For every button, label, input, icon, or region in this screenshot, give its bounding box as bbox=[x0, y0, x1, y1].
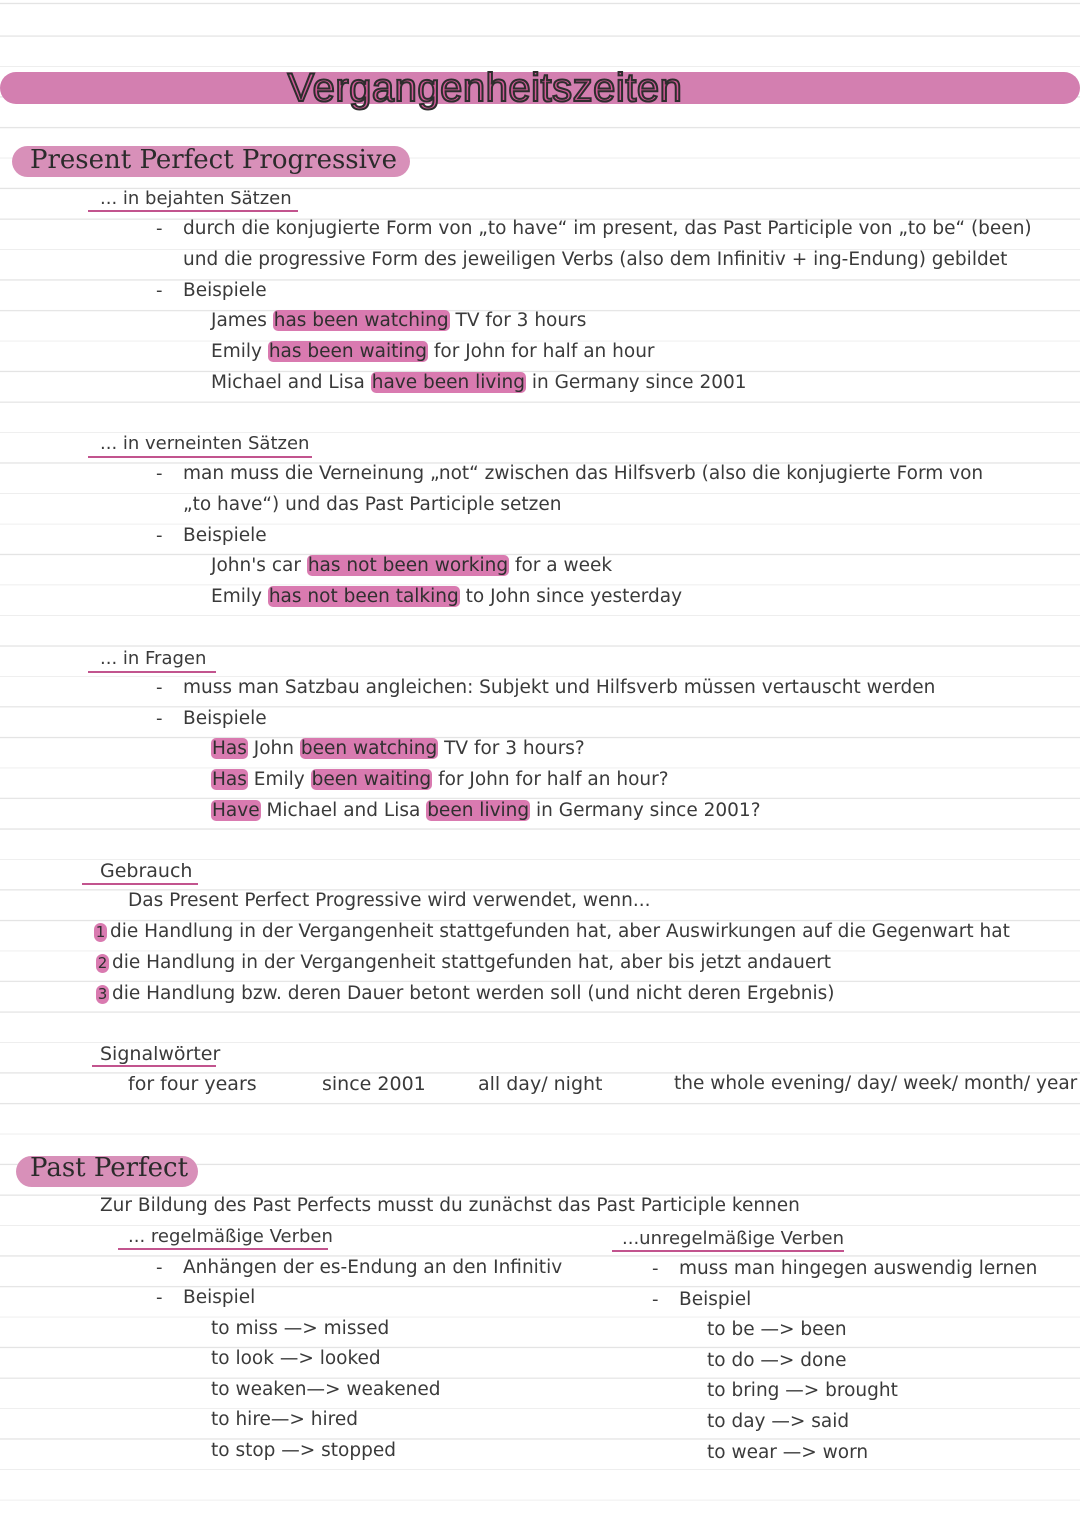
bullet-dash: - bbox=[156, 218, 163, 239]
regular-example: to weaken—> weakened bbox=[211, 1379, 441, 1400]
example-text: John bbox=[247, 738, 300, 759]
bullet-dash: - bbox=[156, 280, 163, 301]
regular-example: to look —> looked bbox=[211, 1348, 381, 1369]
example-highlight: has been waiting bbox=[268, 341, 427, 362]
example-text: for John for half an hour? bbox=[432, 769, 669, 790]
usage-number-badge: 3 bbox=[97, 985, 108, 1003]
example-line bbox=[211, 555, 612, 576]
example-text: in Germany since 2001 bbox=[525, 372, 747, 393]
affirmative-examples-label: Beispiele bbox=[183, 280, 267, 301]
example-text: for John for half an hour bbox=[428, 341, 655, 362]
example-text: Emily bbox=[247, 769, 311, 790]
regular-underline bbox=[118, 1248, 328, 1250]
bullet-dash: - bbox=[156, 1287, 163, 1308]
example-text: Emily bbox=[211, 586, 268, 607]
example-highlight: been watching bbox=[300, 738, 438, 759]
section-heading-ppp: Present Perfect Progressive bbox=[30, 145, 398, 175]
signal-word: all day/ night bbox=[478, 1073, 603, 1095]
regular-examples-label: Beispiel bbox=[183, 1287, 256, 1308]
bullet-dash: - bbox=[156, 463, 163, 484]
example-text: Emily bbox=[211, 341, 268, 362]
example-text: for a week bbox=[509, 555, 613, 576]
example-text: John's car bbox=[211, 555, 307, 576]
usage-number-badge: 1 bbox=[95, 923, 106, 941]
regular-example: to stop —> stopped bbox=[211, 1440, 396, 1461]
negative-desc-1: man muss die Verneinung „not“ zwischen das Hilfsverb (also die konjugierte Form von bbox=[183, 463, 984, 484]
usage-item bbox=[96, 983, 834, 1004]
example-text: in Germany since 2001? bbox=[530, 800, 761, 821]
usage-text: die Handlung in der Vergangenheit stattgefunden hat, aber bis jetzt andauert bbox=[112, 952, 832, 973]
usage-text: die Handlung in der Vergangenheit stattgefunden hat, aber Auswirkungen auf die Gegenwart hat bbox=[110, 921, 1010, 942]
regular-label: ... regelmäßige Verben bbox=[128, 1226, 333, 1247]
example-line bbox=[211, 372, 747, 393]
affirmative-desc-2: und die progressive Form des jeweiligen Verbs (also dem Infinitiv + ing-Endung) gebildet bbox=[183, 249, 1008, 270]
irregular-underline bbox=[612, 1250, 844, 1252]
usage-label: Gebrauch bbox=[100, 860, 193, 882]
irregular-example: to day —> said bbox=[707, 1411, 850, 1432]
pp-intro: Zur Bildung des Past Perfects musst du zunächst das Past Participle kennen bbox=[100, 1195, 800, 1216]
questions-desc: muss man Satzbau angleichen: Subjekt und Hilfsverb müssen vertauscht werden bbox=[183, 677, 936, 698]
affirmative-desc-1: durch die konjugierte Form von „to have“ im present, das Past Participle von „to be“ (been) bbox=[183, 218, 1032, 239]
irregular-label: ...unregelmäßige Verben bbox=[622, 1228, 844, 1249]
irregular-example: to wear —> worn bbox=[707, 1442, 869, 1463]
affirmative-underline bbox=[88, 210, 298, 212]
irregular-examples-label: Beispiel bbox=[679, 1289, 752, 1310]
example-highlight: has not been working bbox=[307, 555, 509, 576]
example-aux-highlight: Has bbox=[212, 738, 247, 759]
irregular-example: to bring —> brought bbox=[707, 1380, 898, 1401]
example-highlight: been waiting bbox=[311, 769, 432, 790]
example-line bbox=[211, 738, 585, 759]
example-highlight: been living bbox=[427, 800, 530, 821]
irregular-example: to do —> done bbox=[707, 1350, 847, 1371]
usage-intro: Das Present Perfect Progressive wird verwendet, wenn... bbox=[128, 890, 651, 911]
example-line bbox=[211, 586, 682, 607]
signal-label: Signalwörter bbox=[100, 1043, 221, 1065]
bullet-dash: - bbox=[652, 1258, 659, 1279]
example-line bbox=[211, 310, 586, 331]
questions-label: ... in Fragen bbox=[100, 648, 207, 669]
example-text: James bbox=[211, 310, 273, 331]
questions-examples-label: Beispiele bbox=[183, 708, 267, 729]
example-line bbox=[211, 769, 669, 790]
negative-label: ... in verneinten Sätzen bbox=[100, 433, 310, 454]
negative-underline bbox=[88, 456, 312, 458]
regular-desc: Anhängen der es-Endung an den Infinitiv bbox=[183, 1257, 563, 1278]
affirmative-label: ... in bejahten Sätzen bbox=[100, 188, 292, 209]
negative-examples-label: Beispiele bbox=[183, 525, 267, 546]
signal-underline bbox=[92, 1065, 216, 1067]
bullet-dash: - bbox=[156, 525, 163, 546]
negative-desc-2: „to have“) und das Past Participle setzen bbox=[183, 494, 562, 515]
signal-word: the whole evening/ day/ week/ month/ year bbox=[674, 1073, 1078, 1094]
irregular-desc: muss man hingegen auswendig lernen bbox=[679, 1258, 1038, 1279]
example-highlight: has been watching bbox=[273, 310, 449, 331]
bullet-dash: - bbox=[156, 677, 163, 698]
section-heading-pp: Past Perfect bbox=[30, 1153, 189, 1183]
page-title: Vergangenheitszeiten bbox=[287, 66, 683, 110]
regular-example: to hire—> hired bbox=[211, 1409, 358, 1430]
usage-item bbox=[96, 952, 831, 973]
example-text: Michael and Lisa bbox=[211, 372, 371, 393]
usage-number-badge: 2 bbox=[97, 954, 108, 972]
regular-example: to miss —> missed bbox=[211, 1318, 390, 1339]
irregular-example: to be —> been bbox=[707, 1319, 847, 1340]
example-aux-highlight: Have bbox=[212, 800, 260, 821]
signal-word: for four years bbox=[128, 1073, 257, 1095]
questions-underline bbox=[88, 671, 216, 673]
example-text: TV for 3 hours bbox=[449, 310, 587, 331]
example-text: TV for 3 hours? bbox=[438, 738, 585, 759]
usage-underline bbox=[82, 883, 198, 885]
usage-item bbox=[94, 921, 1010, 942]
example-text: to John since yesterday bbox=[459, 586, 683, 607]
example-highlight: has not been talking bbox=[268, 586, 459, 607]
example-line bbox=[211, 800, 761, 821]
example-line bbox=[211, 341, 655, 362]
signal-word: since 2001 bbox=[322, 1073, 426, 1095]
bullet-dash: - bbox=[156, 1257, 163, 1278]
example-aux-highlight: Has bbox=[212, 769, 247, 790]
example-highlight: have been living bbox=[371, 372, 525, 393]
example-text: Michael and Lisa bbox=[260, 800, 427, 821]
bullet-dash: - bbox=[156, 708, 163, 729]
bullet-dash: - bbox=[652, 1289, 659, 1310]
usage-text: die Handlung bzw. deren Dauer betont werden soll (und nicht deren Ergebnis) bbox=[112, 983, 835, 1004]
